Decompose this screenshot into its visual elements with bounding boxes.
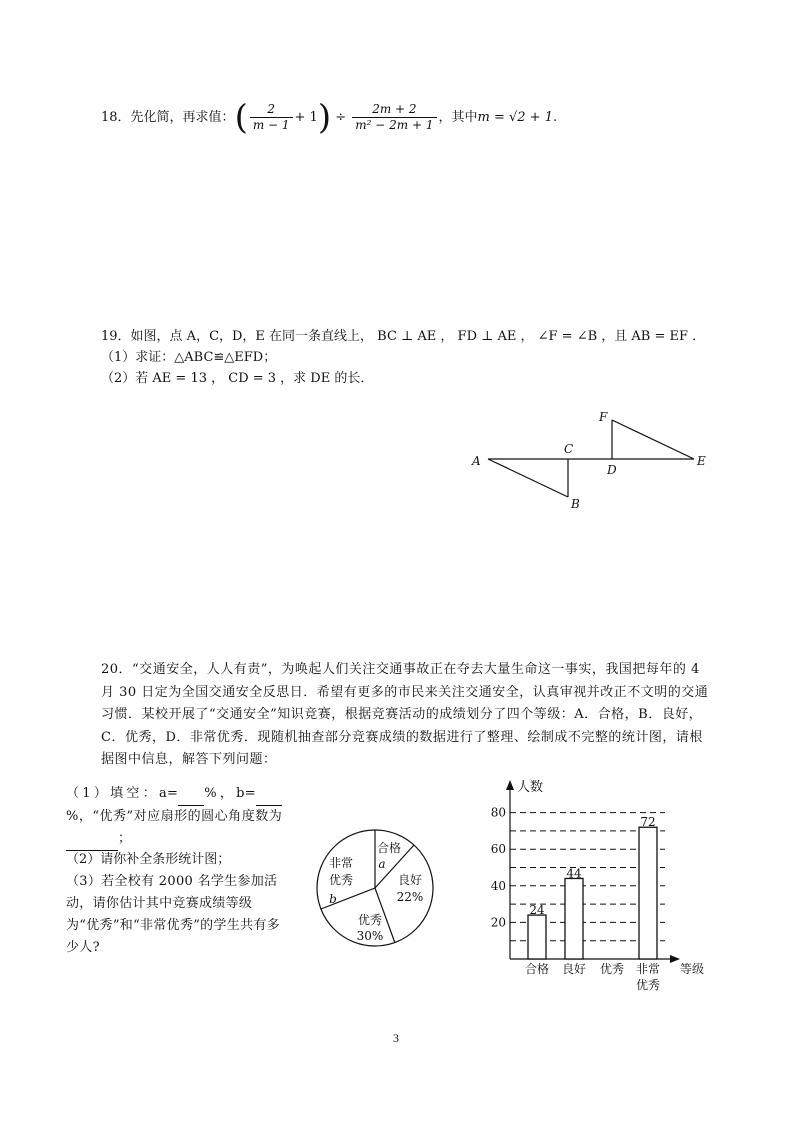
bar bbox=[528, 915, 546, 959]
q19-part1: （1）求证：△ABC≌△EFD； bbox=[101, 350, 277, 365]
fraction-1-numerator: 2 bbox=[250, 102, 293, 118]
y-axis-arrow bbox=[506, 780, 514, 790]
label-d: D bbox=[607, 463, 617, 477]
slice-excellent-value: 30% bbox=[356, 929, 384, 943]
page-number: 3 bbox=[393, 1031, 399, 1045]
plus-one: + 1 bbox=[294, 110, 318, 125]
bar bbox=[639, 827, 657, 959]
y-tick-label: 40 bbox=[490, 878, 506, 893]
y-tick-label: 80 bbox=[490, 805, 506, 820]
bar bbox=[565, 878, 583, 959]
category-label: 合格 bbox=[524, 962, 550, 976]
q20-sub3: （3）若全校有 2000 名学生参加活动，请你估计其中竞赛成绩等级为“优秀”和“非常优秀”的学生共有多少人? bbox=[66, 874, 280, 955]
slice-outstanding-value: b bbox=[329, 892, 337, 906]
divide-sign: ÷ bbox=[335, 110, 347, 125]
q19-part2: （2）若 AE = 13 ， CD = 3 ，求 DE 的长． bbox=[101, 371, 374, 386]
category-label: 优秀 bbox=[599, 962, 625, 976]
bar-value-label: 44 bbox=[566, 866, 582, 881]
x-axis-arrow bbox=[670, 955, 680, 963]
fraction-1-denominator: m − 1 bbox=[252, 118, 290, 132]
q18-stem: 先化简，再求值： bbox=[130, 110, 235, 125]
label-f: F bbox=[599, 410, 608, 424]
y-tick-label: 20 bbox=[490, 915, 506, 930]
category-label: 优秀 bbox=[635, 978, 661, 992]
q18-end: . bbox=[552, 110, 558, 125]
q20-sub2: （2）请你补全条形统计图； bbox=[66, 852, 231, 867]
category-label: 良好 bbox=[561, 962, 587, 976]
slice-outstanding-name-1: 非常 bbox=[328, 856, 354, 870]
slice-good-name: 良好 bbox=[397, 873, 423, 887]
q18-where: ，其中 bbox=[438, 110, 478, 125]
fraction-2-denominator: m² − 2m + 1 bbox=[355, 118, 434, 132]
q20-paragraph: 20．“交通安全，人人有责”，为唤起人们关注交通事故正在夺去大量生命这一事实，我国把每年的 4 月 30 日定为全国交通安全反思日．希望有更多的市民来关注交通安全，认真审视并改正不文明的交通习惯．某校开展了“交通安全”知识竞赛，根据竞赛活动的成绩划分了四个等级：A．合格，B．良好，C．优秀，D．非常优秀．现随机抽查部分竞赛成绩的数据进行了整理、绘制成不完整的统计图，请根据图中信息，解答下列问题： bbox=[101, 662, 709, 767]
bar-value-label: 72 bbox=[640, 815, 656, 830]
q20-sub1: （1）填空：a= %，b= %，“优秀”对应扇形的圆心角度数为 ； bbox=[66, 783, 282, 851]
y-axis-title: 人数 bbox=[517, 780, 544, 795]
slice-outstanding-name-2: 优秀 bbox=[328, 873, 354, 887]
slice-good-value: 22% bbox=[396, 890, 424, 904]
label-e: E bbox=[697, 454, 706, 468]
category-label: 非常 bbox=[635, 962, 661, 976]
slice-pass-name: 合格 bbox=[376, 841, 402, 855]
bar-chart-bars bbox=[528, 827, 657, 959]
q18-number: 18． bbox=[101, 110, 131, 125]
label-c: C bbox=[564, 442, 574, 456]
q19-stem: 19．如图，点 A，C，D，E 在同一条直线上， BC ⊥ AE ， FD ⊥ AE ， ∠F = ∠B ，且 AB = EF ． bbox=[101, 329, 706, 344]
q18-condition: m = √2 + 1 bbox=[477, 110, 553, 125]
left-paren: ( bbox=[234, 97, 248, 138]
slice-excellent-name: 优秀 bbox=[357, 913, 383, 927]
y-tick-label: 60 bbox=[490, 842, 506, 857]
right-paren: ) bbox=[317, 97, 332, 138]
bar-value-label: 24 bbox=[529, 903, 545, 918]
label-b: B bbox=[571, 497, 580, 511]
x-axis-title: 等级 bbox=[680, 962, 705, 976]
label-a: A bbox=[472, 454, 481, 468]
slice-pass-value: a bbox=[378, 857, 386, 871]
fraction-2-numerator: 2m + 2 bbox=[352, 102, 436, 118]
